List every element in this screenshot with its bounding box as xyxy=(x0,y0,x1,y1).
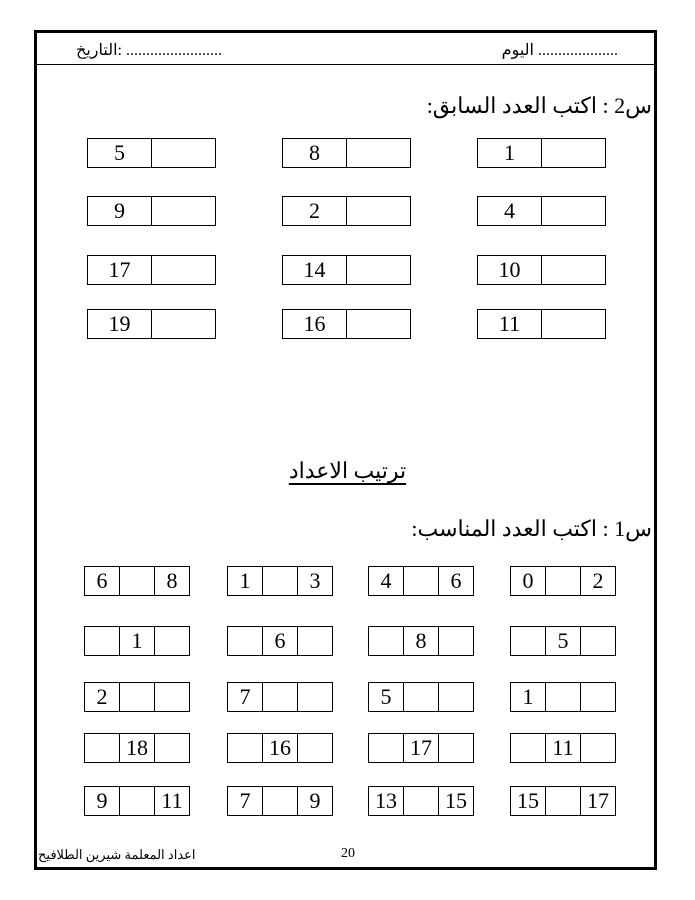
q2-given-number: 10 xyxy=(477,255,542,285)
q1-given-number: 9 xyxy=(84,786,120,816)
q1-answer-cell[interactable] xyxy=(227,733,263,763)
q1-answer-cell[interactable] xyxy=(154,626,190,656)
q1-answer-cell[interactable] xyxy=(297,733,333,763)
q1-given-number: 6 xyxy=(84,566,120,596)
q1-answer-cell[interactable] xyxy=(154,733,190,763)
q1-answer-cell[interactable] xyxy=(438,682,474,712)
q1-answer-cell[interactable] xyxy=(510,733,546,763)
q1-title: س1 : اكتب العدد المناسب: xyxy=(411,516,652,541)
q1-given-number: 1 xyxy=(510,682,546,712)
q1-answer-cell[interactable] xyxy=(580,682,616,712)
q1-answer-cell[interactable] xyxy=(545,682,581,712)
q1-given-number: 8 xyxy=(154,566,190,596)
q1-given-number: 4 xyxy=(368,566,404,596)
q1-given-number: 1 xyxy=(119,626,155,656)
q1-answer-cell[interactable] xyxy=(368,626,404,656)
q2-answer-cell[interactable] xyxy=(151,138,216,168)
q1-answer-cell[interactable] xyxy=(403,786,439,816)
q2-given-number: 14 xyxy=(282,255,347,285)
q1-given-number: 11 xyxy=(154,786,190,816)
q2-given-number: 16 xyxy=(282,309,347,339)
section-title: ترتيب الاعداد xyxy=(288,458,407,483)
q2-given-number: 1 xyxy=(477,138,542,168)
q1-given-number: 11 xyxy=(545,733,581,763)
q1-answer-cell[interactable] xyxy=(403,566,439,596)
q1-answer-cell[interactable] xyxy=(510,626,546,656)
q1-answer-cell[interactable] xyxy=(368,733,404,763)
q1-given-number: 5 xyxy=(545,626,581,656)
q2-title: س2 : اكتب العدد السابق: xyxy=(426,93,652,118)
q1-given-number: 15 xyxy=(438,786,474,816)
q2-given-number: 5 xyxy=(87,138,152,168)
q1-answer-cell[interactable] xyxy=(297,682,333,712)
q1-answer-cell[interactable] xyxy=(154,682,190,712)
q1-answer-cell[interactable] xyxy=(545,786,581,816)
q1-answer-cell[interactable] xyxy=(580,626,616,656)
q1-given-number: 6 xyxy=(262,626,298,656)
q2-given-number: 11 xyxy=(477,309,542,339)
q1-given-number: 1 xyxy=(227,566,263,596)
q2-answer-cell[interactable] xyxy=(346,138,411,168)
q1-given-number: 15 xyxy=(510,786,546,816)
q1-answer-cell[interactable] xyxy=(438,733,474,763)
q1-given-number: 3 xyxy=(297,566,333,596)
q1-answer-cell[interactable] xyxy=(262,682,298,712)
day-label: اليوم .................... xyxy=(501,42,618,59)
q1-given-number: 5 xyxy=(368,682,404,712)
q1-answer-cell[interactable] xyxy=(262,786,298,816)
q2-answer-cell[interactable] xyxy=(151,309,216,339)
q1-answer-cell[interactable] xyxy=(119,566,155,596)
q1-answer-cell[interactable] xyxy=(403,682,439,712)
page-number: 20 xyxy=(341,846,355,861)
q2-given-number: 19 xyxy=(87,309,152,339)
header-divider xyxy=(34,64,657,65)
q2-given-number: 9 xyxy=(87,196,152,226)
q1-answer-cell[interactable] xyxy=(262,566,298,596)
q2-answer-cell[interactable] xyxy=(346,255,411,285)
q1-answer-cell[interactable] xyxy=(297,626,333,656)
q1-given-number: 6 xyxy=(438,566,474,596)
q2-given-number: 2 xyxy=(282,196,347,226)
q1-given-number: 8 xyxy=(403,626,439,656)
q2-answer-cell[interactable] xyxy=(346,309,411,339)
q2-given-number: 17 xyxy=(87,255,152,285)
q2-given-number: 4 xyxy=(477,196,542,226)
author-credit: اعداد المعلمة شيرين الطلافيح xyxy=(38,847,196,862)
q1-answer-cell[interactable] xyxy=(84,733,120,763)
q2-given-number: 8 xyxy=(282,138,347,168)
q2-answer-cell[interactable] xyxy=(541,255,606,285)
q1-given-number: 2 xyxy=(84,682,120,712)
q1-given-number: 18 xyxy=(119,733,155,763)
q1-given-number: 9 xyxy=(297,786,333,816)
q1-answer-cell[interactable] xyxy=(227,626,263,656)
q1-answer-cell[interactable] xyxy=(119,682,155,712)
q2-answer-cell[interactable] xyxy=(541,309,606,339)
q1-answer-cell[interactable] xyxy=(438,626,474,656)
q1-answer-cell[interactable] xyxy=(580,733,616,763)
q1-given-number: 13 xyxy=(368,786,404,816)
q1-given-number: 7 xyxy=(227,786,263,816)
q2-answer-cell[interactable] xyxy=(541,196,606,226)
q2-answer-cell[interactable] xyxy=(346,196,411,226)
q1-given-number: 0 xyxy=(510,566,546,596)
q1-given-number: 2 xyxy=(580,566,616,596)
q1-given-number: 17 xyxy=(580,786,616,816)
q1-given-number: 7 xyxy=(227,682,263,712)
q2-answer-cell[interactable] xyxy=(151,196,216,226)
q1-answer-cell[interactable] xyxy=(119,786,155,816)
q1-given-number: 17 xyxy=(403,733,439,763)
q2-answer-cell[interactable] xyxy=(151,255,216,285)
date-label: التاريخ: ........................ xyxy=(76,42,222,59)
q1-answer-cell[interactable] xyxy=(84,626,120,656)
q2-answer-cell[interactable] xyxy=(541,138,606,168)
q1-answer-cell[interactable] xyxy=(545,566,581,596)
q1-given-number: 16 xyxy=(262,733,298,763)
